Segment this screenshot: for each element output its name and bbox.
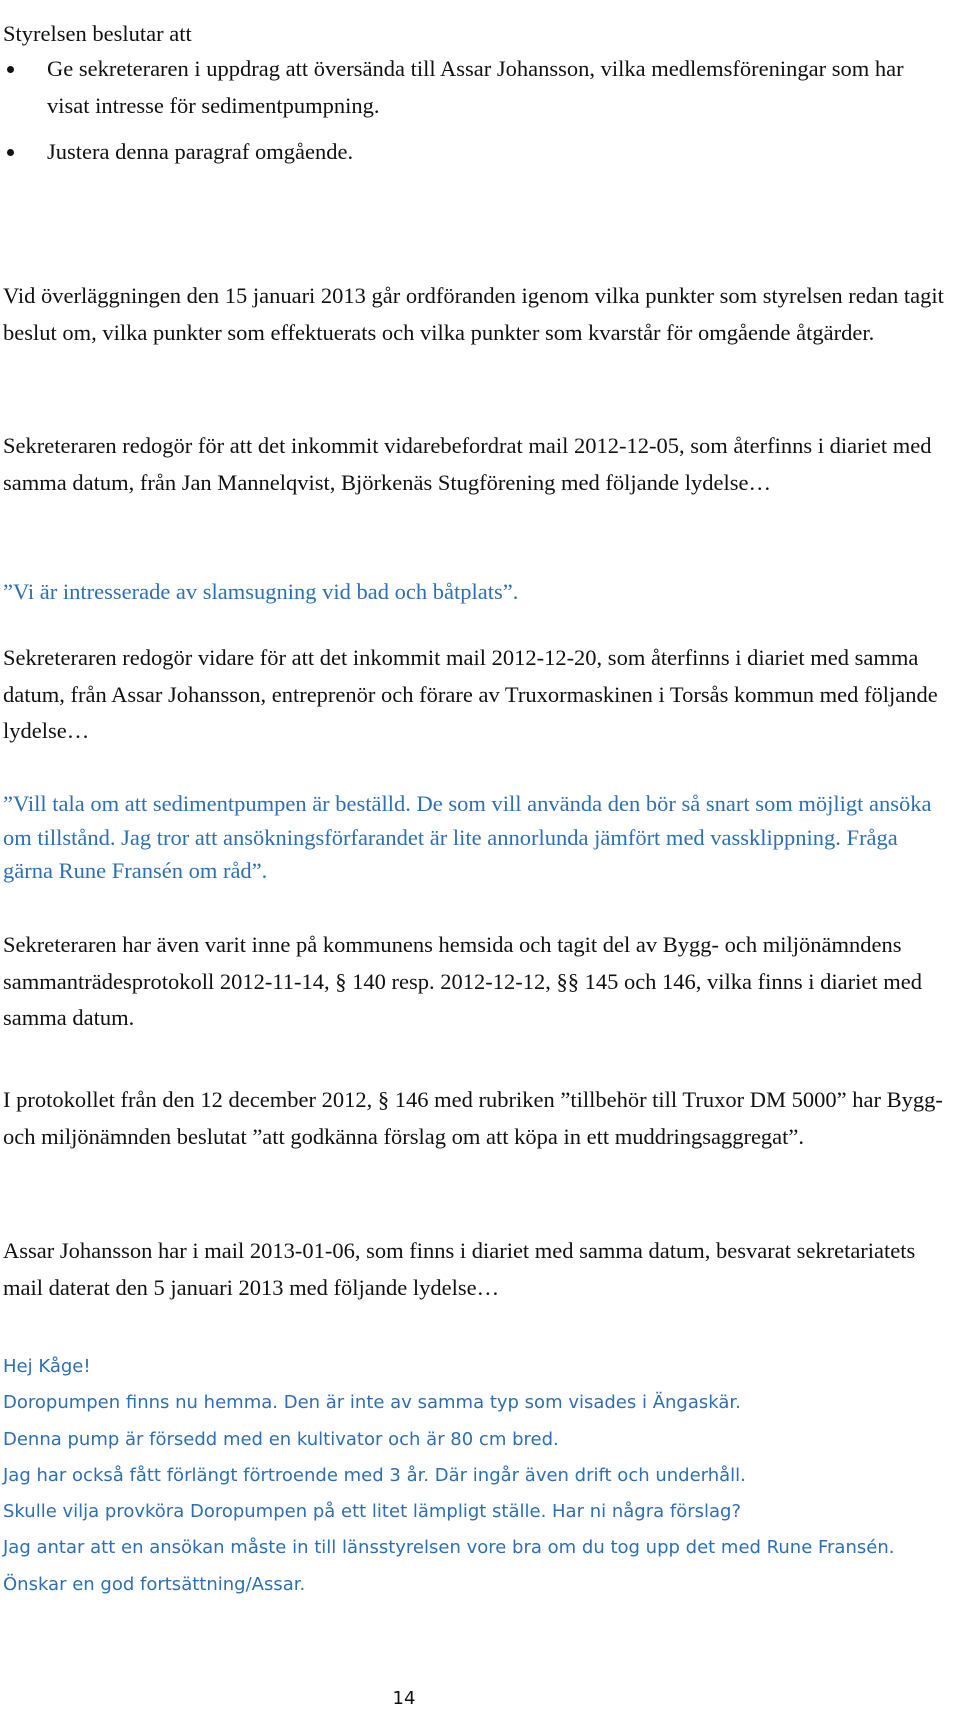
paragraph-text: Sekreteraren har även varit inne på kommunens hemsida och tagit del av Bygg- och miljönämndens sammanträdesprotokoll 2012-11-14, § 140 resp. 2012-12-12, §§ 145 och 146, vilka finns i diariet med samma datum. [3, 932, 923, 1030]
paragraph-text: Assar Johansson har i mail 2013-01-06, som finns i diariet med samma datum, besvarat sekretariatets mail daterat den 5 januari 2013 med följande lydelse… [3, 1238, 916, 1300]
bullet-item [0, 134, 950, 171]
quote-block-2 [3, 787, 953, 888]
letter-line: Hej Kåge! [3, 1356, 91, 1377]
paragraph-text: Sekreteraren redogör vidare för att det inkommit mail 2012-12-20, som återfinns i diariet med samma datum, från Assar Johansson, entreprenör och förare av Truxormaskinen i Torsås kommun med följande lydelse… [3, 645, 938, 743]
paragraph-text: Vid överläggningen den 15 januari 2013 går ordföranden igenom vilka punkter som styrelsen redan tagit beslut om, vilka punkter som effektuerats och vilka punkter som kvarstår för omgående åtgärder. [3, 283, 944, 345]
letter-line: Jag har också fått förlängt förtroende med 3 år. Där ingår även drift och underhåll. [3, 1464, 746, 1486]
letter-line: Skulle vilja provköra Doropumpen på ett litet lämpligt ställe. Har ni några förslag? [3, 1501, 741, 1523]
quote-text: ”Vill tala om att sedimentpumpen är beställd. De som vill använda den bör så snart som möjligt ansöka om tillstånd. Jag tror att ansökningsförfarandet är lite annorlunda jämfört med vassklippning. Fråga gärna Rune Fransén om råd”. [3, 791, 932, 883]
bullet-text: Ge sekreteraren i uppdrag att översända till Assar Johansson, vilka medlemsföreningar som har visat intresse för sedimentpumpning. [47, 56, 904, 118]
bullet-icon [7, 66, 14, 73]
letter-line: Jag antar att en ansökan måste in till länsstyrelsen vore bra om du tog upp det med Rune Fransén. Önskar en god fortsättning/Assar. [3, 1537, 895, 1595]
decision-bullet-list [0, 51, 950, 171]
paragraph-municipality-website [3, 927, 953, 1037]
letter-line: Doropumpen finns nu hemma. Den är inte av samma typ som visades i Ängaskär. [3, 1392, 741, 1414]
bullet-text: Justera denna paragraf omgående. [47, 139, 354, 164]
paragraph-mail-2012-12-20 [3, 640, 953, 750]
paragraph-mail-2012-12-05 [3, 428, 953, 501]
quoted-email-letter [3, 1349, 953, 1603]
paragraph-review [3, 278, 953, 351]
letter-line: Denna pump är försedd med en kultivator och är 80 cm bred. [3, 1428, 559, 1450]
paragraph-text: I protokollet från den 12 december 2012, § 146 med rubriken ”tillbehör till Truxor DM 5000” har Bygg- och miljönämnden beslutat ”att godkänna förslag om att köpa in ett muddringsaggregat”. [3, 1087, 943, 1149]
quote-block-1 [3, 574, 953, 611]
section-heading: Styrelsen beslutar att [3, 20, 192, 46]
page-number: 14 [392, 1688, 416, 1709]
paragraph-mail-2013-01-06 [3, 1233, 953, 1306]
paragraph-text: Sekreteraren redogör för att det inkommit vidarebefordrat mail 2012-12-05, som återfinns i diariet med samma datum, från Jan Mannelqvist, Björkenäs Stugförening med följande lydelse… [3, 433, 932, 495]
quote-text: ”Vi är intresserade av slamsugning vid bad och båtplats”. [3, 579, 519, 604]
paragraph-protocol-decision [3, 1082, 953, 1155]
bullet-item [0, 51, 950, 124]
bullet-icon [7, 149, 14, 156]
